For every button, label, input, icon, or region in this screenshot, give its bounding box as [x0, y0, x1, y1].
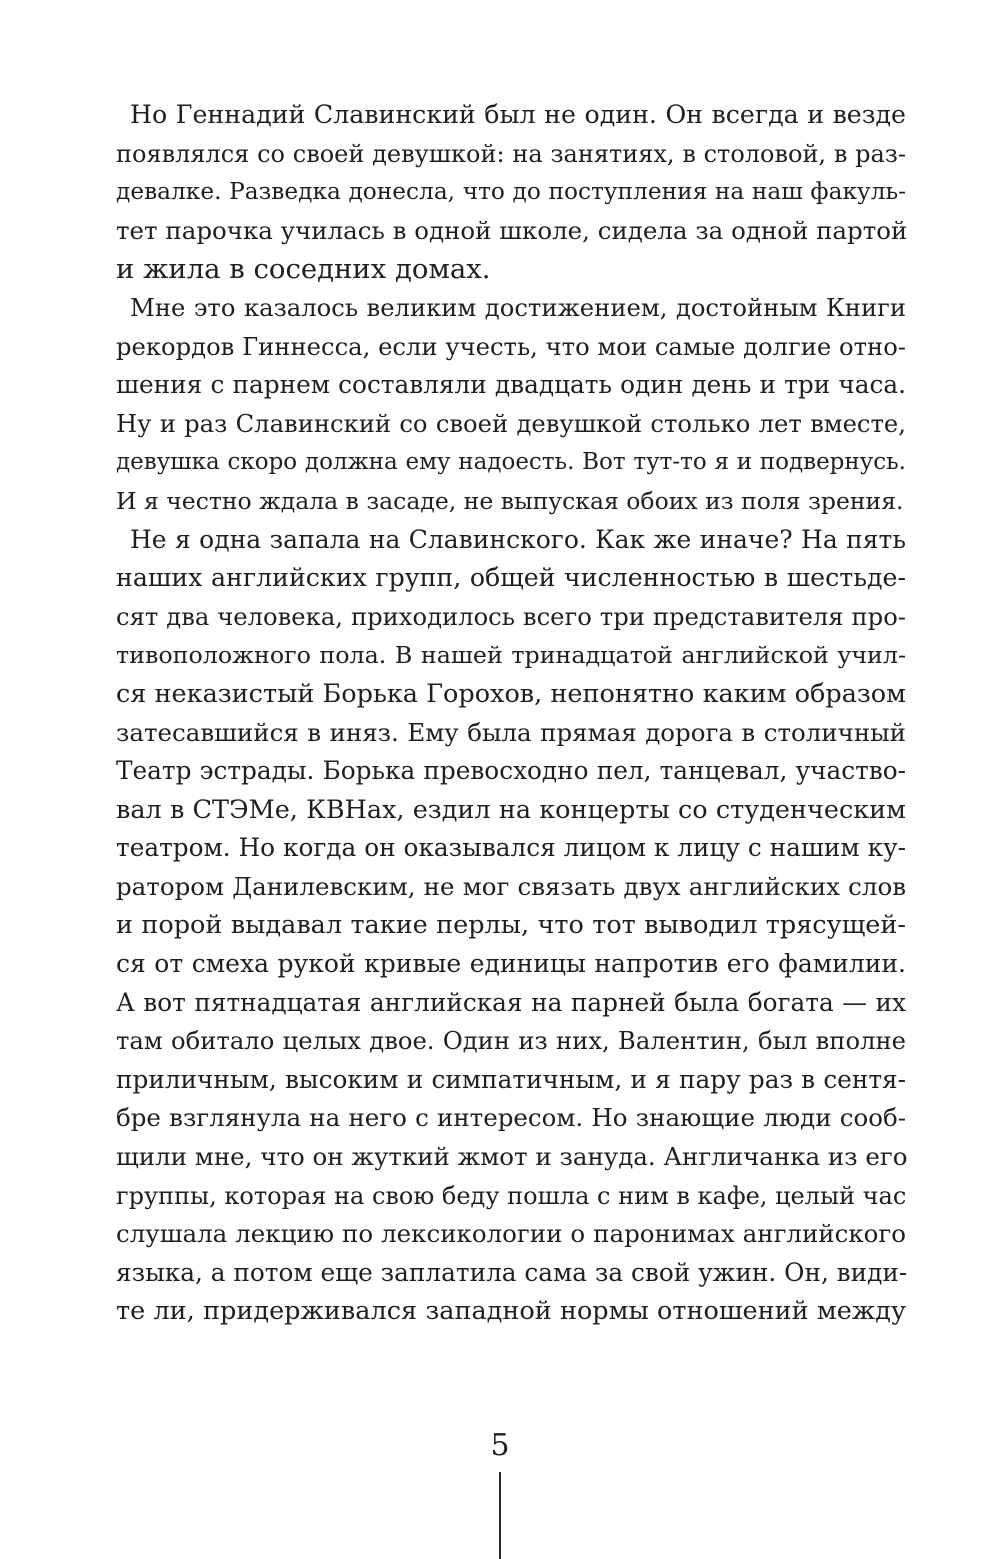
- text-line: А вот пятнадцатая английская на парней была богата — их: [116, 987, 906, 1017]
- text-line: вал в СТЭМе, КВНах, ездил на концерты со студенческим: [116, 794, 906, 825]
- text-line: и жила в соседних домах.: [116, 253, 491, 286]
- text-line: появлялся со своей девушкой: на занятиях, в столовой, в раз-: [116, 139, 906, 168]
- text-line: Театр эстрады. Борька превосходно пел, танцевал, участво-: [116, 756, 906, 786]
- text-line: наших английских групп, общей численностью в шестьде-: [116, 563, 906, 593]
- text-line: те ли, придерживался западной нормы отношений между: [116, 1296, 906, 1327]
- body-text: [116, 96, 906, 1331]
- text-line: театром. Но когда он оказывался лицом к лицу с нашим ку-: [116, 833, 906, 863]
- text-line: рекордов Гиннесса, если учесть, что мои самые долгие отно-: [116, 331, 906, 361]
- text-line: щили мне, что он жуткий жмот и зануда. Англичанка из его: [116, 1142, 908, 1172]
- text-line: Мне это казалось великим достижением, достойным Книги: [130, 292, 906, 322]
- text-line: приличным, высоким и симпатичным, и я пару раз в сентя-: [116, 1064, 906, 1094]
- text-line: Ну и раз Славинский со своей девушкой столько лет вместе,: [116, 408, 906, 438]
- text-line: ся от смеха рукой кривые единицы напротив его фамилии.: [116, 949, 906, 979]
- text-line: ратором Данилевским, не мог связать двух английских слов: [116, 871, 906, 901]
- text-line: затесавшийся в иняз. Ему была прямая дорога в столичный: [116, 717, 906, 747]
- text-line: группы, которая на свою беду пошла с ним в кафе, целый час: [116, 1181, 907, 1210]
- text-line: и порой выдавал такие перлы, что тот выводил трясущей-: [116, 910, 906, 941]
- text-line: там обитало целых двое. Один из них, Валентин, был вполне: [116, 1026, 906, 1056]
- page-number-rule: [499, 1472, 501, 1559]
- text-line: девалке. Разведка донесла, что до поступления на наш факуль-: [116, 178, 906, 206]
- text-line: бре взглянула на него с интересом. Но знающие люди сооб-: [116, 1103, 906, 1133]
- text-line: тет парочка училась в одной школе, сидела за одной партой: [116, 215, 908, 245]
- text-line: тивоположного пола. В нашей тринадцатой английской учил-: [116, 641, 906, 670]
- text-line: сят два человека, приходилось всего три представителя про-: [116, 601, 906, 631]
- text-line: Не я одна запала на Славинского. Как же иначе? На пять: [130, 524, 906, 554]
- text-line: ся неказистый Борька Горохов, непонятно каким образом: [116, 678, 906, 709]
- text-line: девушка скоро должна ему надоесть. Вот тут-то я и подвернусь.: [116, 449, 906, 476]
- text-line: Но Геннадий Славинский был не один. Он всегда и везде: [130, 100, 906, 129]
- text-line: языка, а потом еще заплатила сама за свой ужин. Он, види-: [116, 1257, 908, 1287]
- text-line: И я честно ждала в засаде, не выпуская обоих из поля зрения.: [116, 486, 904, 515]
- page-number: 5: [490, 1428, 510, 1463]
- text-line: шения с парнем составляли двадцать один день и три часа.: [116, 370, 906, 400]
- text-line: слушала лекцию по лексикологии о паронимах английского: [116, 1219, 906, 1249]
